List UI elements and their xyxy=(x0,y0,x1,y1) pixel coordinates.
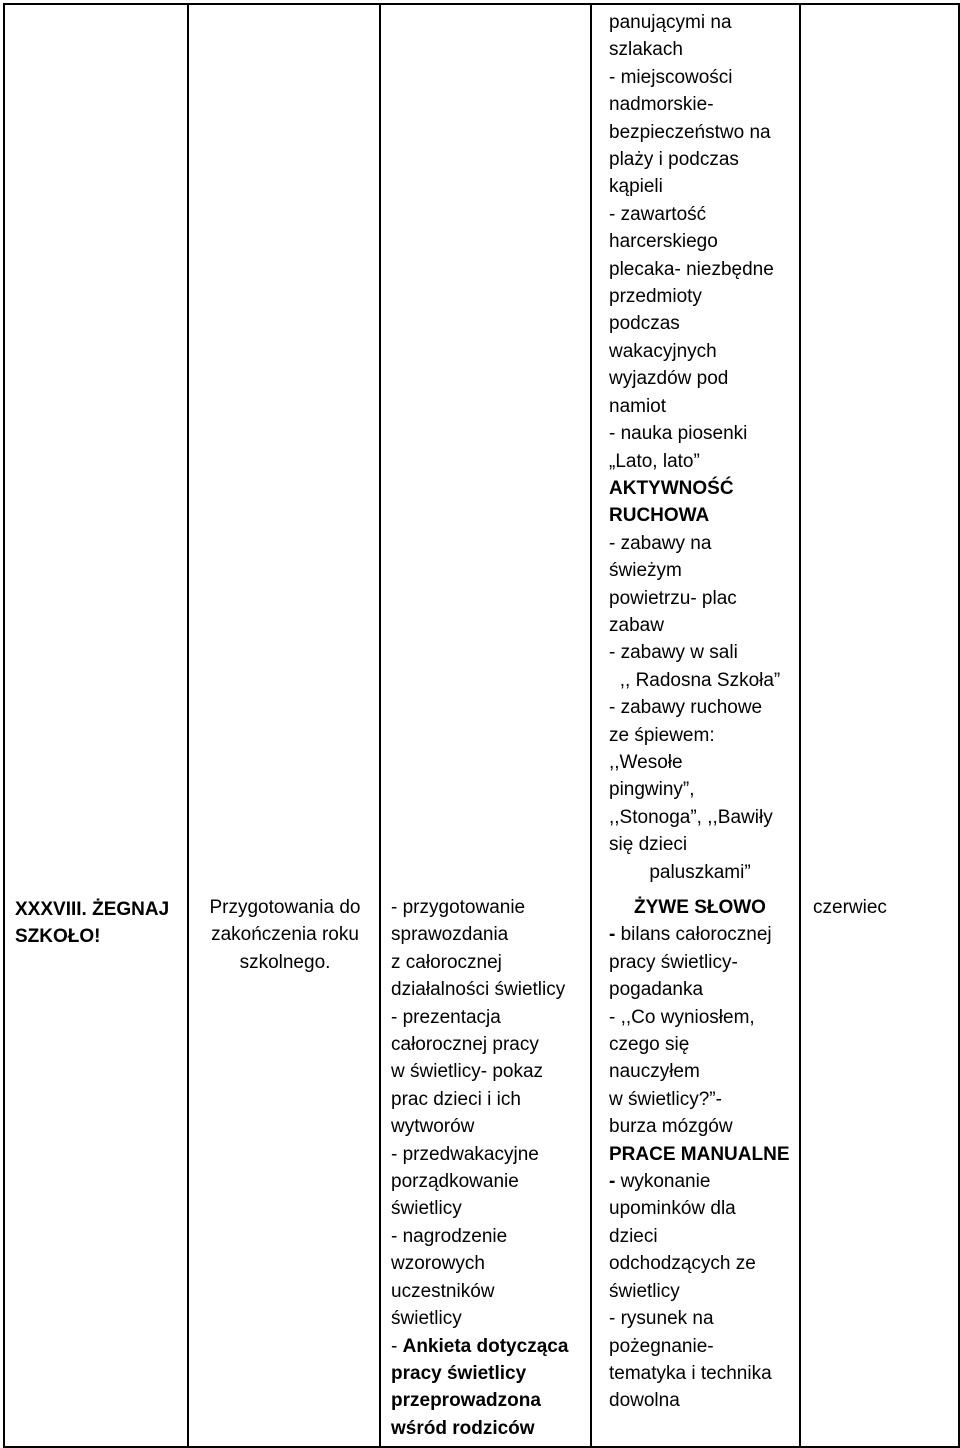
text-line: zabaw xyxy=(609,614,664,636)
text-line-rest: wykonanie xyxy=(620,1171,711,1193)
text-line-prefix: - xyxy=(609,924,621,946)
text-line: w świetlicy?”- xyxy=(609,1088,722,1110)
text-line: czego się xyxy=(609,1034,690,1056)
text-line: - zawartość xyxy=(609,203,707,225)
work-plan-table xyxy=(3,3,960,1448)
text-line: wzorowych xyxy=(391,1253,485,1275)
activities-cell-top xyxy=(591,4,800,890)
text-line: porządkowanie xyxy=(391,1171,519,1193)
text-line: pingwiny”, xyxy=(609,779,695,801)
text-line: prac dzieci i ich xyxy=(391,1088,521,1110)
text-line: w świetlicy- pokaz xyxy=(391,1061,544,1083)
section-cell xyxy=(4,890,188,1447)
text-line: świetlicy xyxy=(391,1198,462,1220)
text-line: - zabawy na xyxy=(609,532,712,554)
text-line: paluszkami” xyxy=(649,861,751,883)
month-text xyxy=(801,890,958,925)
text-line: dzieci xyxy=(609,1225,658,1247)
text-line: z całorocznej xyxy=(391,951,502,973)
section-cell-top xyxy=(4,4,188,890)
text-line: wakacyjnych xyxy=(609,340,717,362)
tasks-cell-top xyxy=(380,4,591,890)
section-title-line2: SZKOŁO! xyxy=(15,926,101,947)
text-line: dowolna xyxy=(609,1390,680,1412)
text-line-rest: bilans całorocznej xyxy=(620,924,772,946)
text-line: nadmorskie- xyxy=(609,94,714,116)
text-line: wyjazdów pod xyxy=(609,368,729,390)
text-line: panującymi na xyxy=(609,12,732,33)
text-line: upominków dla xyxy=(609,1198,736,1220)
text-line: pogadanka xyxy=(609,979,704,1001)
text-line: - nauka piosenki xyxy=(609,423,748,445)
text-line: bezpieczeństwo na xyxy=(609,121,771,143)
activities-text xyxy=(592,890,799,1419)
text-line: ,,Stonoga”, ,,Bawiły xyxy=(609,806,773,828)
text-line: podczas xyxy=(609,313,680,335)
text-line: AKTYWNOŚĆ xyxy=(609,477,734,499)
text-line: przedmioty xyxy=(609,286,702,308)
text-line: - przedwakacyjne xyxy=(391,1143,539,1165)
activities-cell xyxy=(591,890,800,1447)
text-line: ,, Radosna Szkoła” xyxy=(619,669,781,691)
text-line: tematyka i technika xyxy=(609,1362,772,1384)
text-line: uczestników xyxy=(391,1280,495,1302)
text-line: - przygotowanie xyxy=(391,897,526,918)
text-line: - ,,Co wyniosłem, xyxy=(609,1006,755,1028)
text-line xyxy=(391,1333,582,1360)
text-line: pożegnanie- xyxy=(609,1335,714,1357)
text-line-prefix: - xyxy=(391,1335,403,1357)
tasks-text xyxy=(381,890,590,1446)
text-line: świeżym xyxy=(609,560,682,582)
text-line: wśród rodziców xyxy=(391,1417,535,1439)
text-line: RUCHOWA xyxy=(609,505,710,527)
text-line: ŻYWE SŁOWO xyxy=(634,897,766,918)
text-line: - rysunek na xyxy=(609,1308,714,1330)
activities-top-text xyxy=(592,5,799,890)
text-line: przeprowadzona xyxy=(391,1390,541,1412)
text-line: ze śpiewem: xyxy=(609,724,715,746)
text-line: wytworów xyxy=(391,1116,475,1138)
text-line: kąpieli xyxy=(609,176,663,198)
text-line: - miejscowości xyxy=(609,66,733,88)
text-line: szlakach xyxy=(609,39,683,61)
text-line: - zabawy w sali xyxy=(609,642,738,664)
text-line xyxy=(609,1168,791,1195)
text-line: całorocznej pracy xyxy=(391,1034,539,1056)
tasks-cell xyxy=(380,890,591,1447)
topic-cell xyxy=(188,890,380,1447)
text-line: - zabawy ruchowe xyxy=(609,697,763,719)
topic-line: szkolnego. xyxy=(239,951,331,973)
text-line: nauczyłem xyxy=(609,1061,700,1083)
text-line: - nagrodzenie xyxy=(391,1225,508,1247)
text-line: się dzieci xyxy=(609,834,688,856)
text-line-prefix: - xyxy=(609,1171,621,1193)
text-line: pracy świetlicy- xyxy=(609,951,738,973)
topic-cell-top xyxy=(188,4,380,890)
text-line: burza mózgów xyxy=(609,1116,733,1138)
topic-line: zakończenia roku xyxy=(211,924,359,946)
section-title-line1: XXXVIII. ŻEGNAJ xyxy=(15,899,170,920)
month-cell xyxy=(800,890,959,1447)
text-line: świetlicy xyxy=(609,1280,680,1302)
month-cell-top xyxy=(800,4,959,890)
text-line: odchodzących ze xyxy=(609,1253,756,1275)
text-line: PRACE MANUALNE xyxy=(609,1143,790,1165)
topic-line: Przygotowania do xyxy=(209,897,361,918)
section-title xyxy=(5,890,187,954)
text-line: sprawozdania xyxy=(391,924,509,946)
table-row xyxy=(4,890,959,1447)
text-line: namiot xyxy=(609,395,667,417)
month-label: czerwiec xyxy=(813,897,887,918)
text-line: harcerskiego xyxy=(609,231,718,253)
text-line xyxy=(609,921,791,948)
text-line: - prezentacja xyxy=(391,1006,501,1028)
table-row-continuation xyxy=(4,4,959,890)
text-line: działalności świetlicy xyxy=(391,979,566,1001)
text-line: „Lato, lato” xyxy=(609,450,700,472)
text-line: pracy świetlicy xyxy=(391,1362,527,1384)
text-line-bold: Ankieta dotycząca xyxy=(402,1335,569,1357)
text-line: plecaka- niezbędne xyxy=(609,258,774,280)
text-line: plaży i podczas xyxy=(609,149,739,171)
text-line: powietrzu- plac xyxy=(609,587,737,609)
text-line: świetlicy xyxy=(391,1308,462,1330)
topic-text xyxy=(189,890,379,980)
text-line: ,,Wesołe xyxy=(609,751,683,773)
